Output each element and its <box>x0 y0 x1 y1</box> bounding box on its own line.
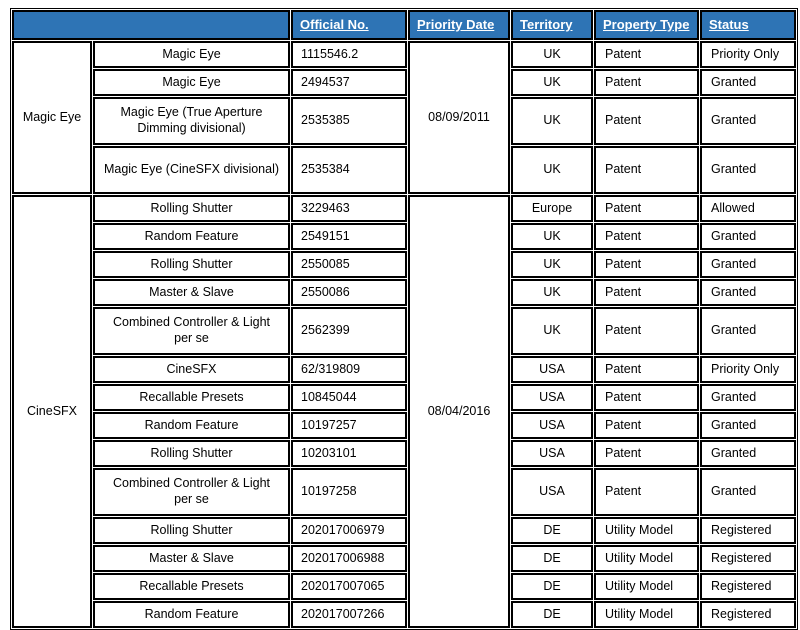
property-type-cell: Patent <box>594 356 699 383</box>
header-cell-priority-date: Priority Date <box>408 10 510 40</box>
table-row <box>12 545 796 572</box>
product-cell: Master & Slave <box>93 279 290 306</box>
territory-cell: UK <box>511 279 593 306</box>
property-type-cell: Utility Model <box>594 517 699 544</box>
official-no-cell: 62/319809 <box>291 356 407 383</box>
property-type-cell: Patent <box>594 384 699 411</box>
header-cell-status: Status <box>700 10 796 40</box>
official-no-cell: 10197258 <box>291 468 407 516</box>
property-type-cell: Utility Model <box>594 601 699 628</box>
property-type-cell: Patent <box>594 279 699 306</box>
table-body <box>12 41 796 628</box>
status-cell: Registered <box>700 601 796 628</box>
table-row <box>12 69 796 96</box>
status-cell: Granted <box>700 307 796 355</box>
status-cell: Granted <box>700 412 796 439</box>
header-cell-property-type: Property Type <box>594 10 699 40</box>
property-type-cell: Patent <box>594 223 699 250</box>
territory-cell: DE <box>511 545 593 572</box>
property-type-cell: Patent <box>594 440 699 467</box>
status-cell: Registered <box>700 573 796 600</box>
status-cell: Priority Only <box>700 356 796 383</box>
property-type-cell: Utility Model <box>594 573 699 600</box>
status-cell: Registered <box>700 517 796 544</box>
table-row <box>12 279 796 306</box>
table-row <box>12 97 796 145</box>
status-cell: Granted <box>700 223 796 250</box>
product-cell: Random Feature <box>93 601 290 628</box>
product-cell: Master & Slave <box>93 545 290 572</box>
territory-cell: DE <box>511 573 593 600</box>
product-cell: Rolling Shutter <box>93 195 290 222</box>
territory-cell: USA <box>511 468 593 516</box>
official-no-cell: 2494537 <box>291 69 407 96</box>
header-cell-official-no: Official No. <box>291 10 407 40</box>
territory-cell: DE <box>511 601 593 628</box>
official-no-cell: 2562399 <box>291 307 407 355</box>
product-cell: Rolling Shutter <box>93 440 290 467</box>
table-row <box>12 517 796 544</box>
territory-cell: USA <box>511 384 593 411</box>
product-cell: Recallable Presets <box>93 573 290 600</box>
group-name-cell: Magic Eye <box>12 41 92 194</box>
product-cell: CineSFX <box>93 356 290 383</box>
property-type-cell: Patent <box>594 412 699 439</box>
official-no-cell: 2549151 <box>291 223 407 250</box>
product-cell: Combined Controller & Light per se <box>93 468 290 516</box>
official-no-cell: 202017007065 <box>291 573 407 600</box>
table-row <box>12 41 796 68</box>
territory-cell: UK <box>511 223 593 250</box>
product-cell: Magic Eye <box>93 41 290 68</box>
official-no-cell: 10203101 <box>291 440 407 467</box>
table-header <box>12 10 796 40</box>
table-row <box>12 251 796 278</box>
official-no-cell: 2535385 <box>291 97 407 145</box>
territory-cell: UK <box>511 69 593 96</box>
official-no-cell: 10197257 <box>291 412 407 439</box>
header-row <box>12 10 796 40</box>
status-cell: Granted <box>700 384 796 411</box>
status-cell: Granted <box>700 146 796 194</box>
table-row <box>12 223 796 250</box>
product-cell: Rolling Shutter <box>93 251 290 278</box>
status-cell: Granted <box>700 279 796 306</box>
territory-cell: UK <box>511 41 593 68</box>
property-type-cell: Patent <box>594 97 699 145</box>
official-no-cell: 202017007266 <box>291 601 407 628</box>
official-no-cell: 2550085 <box>291 251 407 278</box>
official-no-cell: 3229463 <box>291 195 407 222</box>
product-cell: Magic Eye (CineSFX divisional) <box>93 146 290 194</box>
territory-cell: Europe <box>511 195 593 222</box>
table-row <box>12 356 796 383</box>
official-no-cell: 2535384 <box>291 146 407 194</box>
territory-cell: UK <box>511 97 593 145</box>
property-type-cell: Patent <box>594 41 699 68</box>
table-row <box>12 601 796 628</box>
product-cell: Magic Eye <box>93 69 290 96</box>
official-no-cell: 202017006988 <box>291 545 407 572</box>
table-row <box>12 573 796 600</box>
territory-cell: UK <box>511 307 593 355</box>
official-no-cell: 1115546.2 <box>291 41 407 68</box>
patent-table <box>10 8 798 630</box>
property-type-cell: Patent <box>594 251 699 278</box>
territory-cell: USA <box>511 440 593 467</box>
status-cell: Allowed <box>700 195 796 222</box>
table-row <box>12 384 796 411</box>
group-name-cell: CineSFX <box>12 195 92 628</box>
priority-date-cell: 08/09/2011 <box>408 41 510 194</box>
status-cell: Priority Only <box>700 41 796 68</box>
status-cell: Granted <box>700 468 796 516</box>
property-type-cell: Patent <box>594 468 699 516</box>
property-type-cell: Patent <box>594 69 699 96</box>
territory-cell: UK <box>511 251 593 278</box>
priority-date-cell: 08/04/2016 <box>408 195 510 628</box>
table-row <box>12 307 796 355</box>
product-cell: Random Feature <box>93 412 290 439</box>
official-no-cell: 10845044 <box>291 384 407 411</box>
territory-cell: DE <box>511 517 593 544</box>
property-type-cell: Utility Model <box>594 545 699 572</box>
status-cell: Granted <box>700 97 796 145</box>
table-row <box>12 146 796 194</box>
table-row <box>12 468 796 516</box>
product-cell: Recallable Presets <box>93 384 290 411</box>
territory-cell: UK <box>511 146 593 194</box>
header-blank-cell <box>12 10 290 40</box>
header-cell-territory: Territory <box>511 10 593 40</box>
table-row <box>12 412 796 439</box>
official-no-cell: 2550086 <box>291 279 407 306</box>
territory-cell: USA <box>511 356 593 383</box>
official-no-cell: 202017006979 <box>291 517 407 544</box>
property-type-cell: Patent <box>594 146 699 194</box>
product-cell: Magic Eye (True Aperture Dimming divisional) <box>93 97 290 145</box>
table-row <box>12 195 796 222</box>
territory-cell: USA <box>511 412 593 439</box>
product-cell: Combined Controller & Light per se <box>93 307 290 355</box>
table-row <box>12 440 796 467</box>
status-cell: Granted <box>700 440 796 467</box>
status-cell: Registered <box>700 545 796 572</box>
status-cell: Granted <box>700 251 796 278</box>
status-cell: Granted <box>700 69 796 96</box>
property-type-cell: Patent <box>594 195 699 222</box>
property-type-cell: Patent <box>594 307 699 355</box>
product-cell: Rolling Shutter <box>93 517 290 544</box>
product-cell: Random Feature <box>93 223 290 250</box>
